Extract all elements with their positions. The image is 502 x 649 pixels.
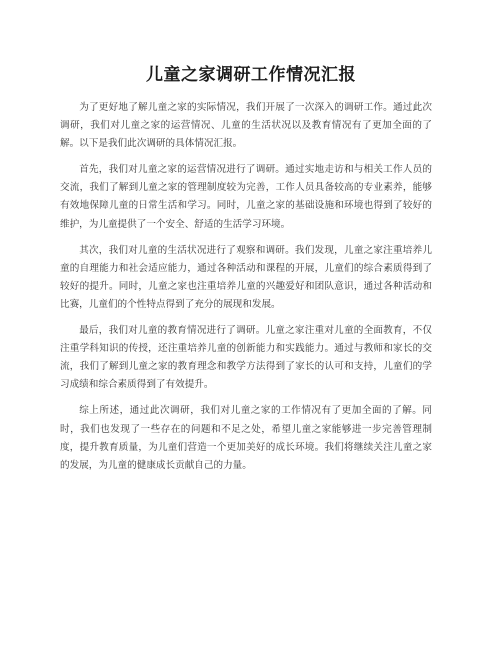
paragraph-operations: 首先，我们对儿童之家的运营情况进行了调研。通过实地走访和与相关工作人员的交流，我们了解到儿童之家的管理制度较为完善，工作人员具备较高的专业素养，能够有效地保障儿童的日常生活和学习。同时，儿童之家的基础设施和环境也得到了较好的维护，为儿童提供了一个安全、舒适的生活学习环境。 — [60, 164, 432, 230]
paragraph-living-conditions: 其次，我们对儿童的生活状况进行了观察和调研。我们发现，儿童之家注重培养儿童的自理能力和社会适应能力，通过各种活动和课程的开展，儿童们的综合素质得到了较好的提升。同时，儿童之家也注重培养儿童的兴趣爱好和团队意识，通过各种活动和比赛，儿童们的个性特点得到了充分的展现和发展。 — [60, 244, 432, 310]
paragraph-education: 最后，我们对儿童的教育情况进行了调研。儿童之家注重对儿童的全面教育，不仅注重学科知识的传授，还注重培养儿童的创新能力和实践能力。通过与教师和家长的交流，我们了解到儿童之家的教育理念和教学方法得到了家长的认可和支持，儿童们的学习成绩和综合素质得到了有效提升。 — [60, 325, 432, 391]
document-title: 儿童之家调研工作情况汇报 — [146, 65, 356, 85]
paragraph-intro: 为了更好地了解儿童之家的实际情况，我们开展了一次深入的调研工作。通过此次调研，我们对儿童之家的运营情况、儿童的生活状况以及教育情况有了更加全面的了解。以下是我们此次调研的具体情况汇报。 — [60, 102, 432, 150]
document-body — [60, 99, 432, 483]
paragraph-conclusion: 综上所述，通过此次调研，我们对儿童之家的工作情况有了更加全面的了解。同时，我们也发现了一些存在的问题和不足之处，希望儿童之家能够进一步完善管理制度，提升教育质量，为儿童们营造一个更加美好的成长环境。我们将继续关注儿童之家的发展，为儿童的健康成长贡献自己的力量。 — [60, 405, 432, 471]
